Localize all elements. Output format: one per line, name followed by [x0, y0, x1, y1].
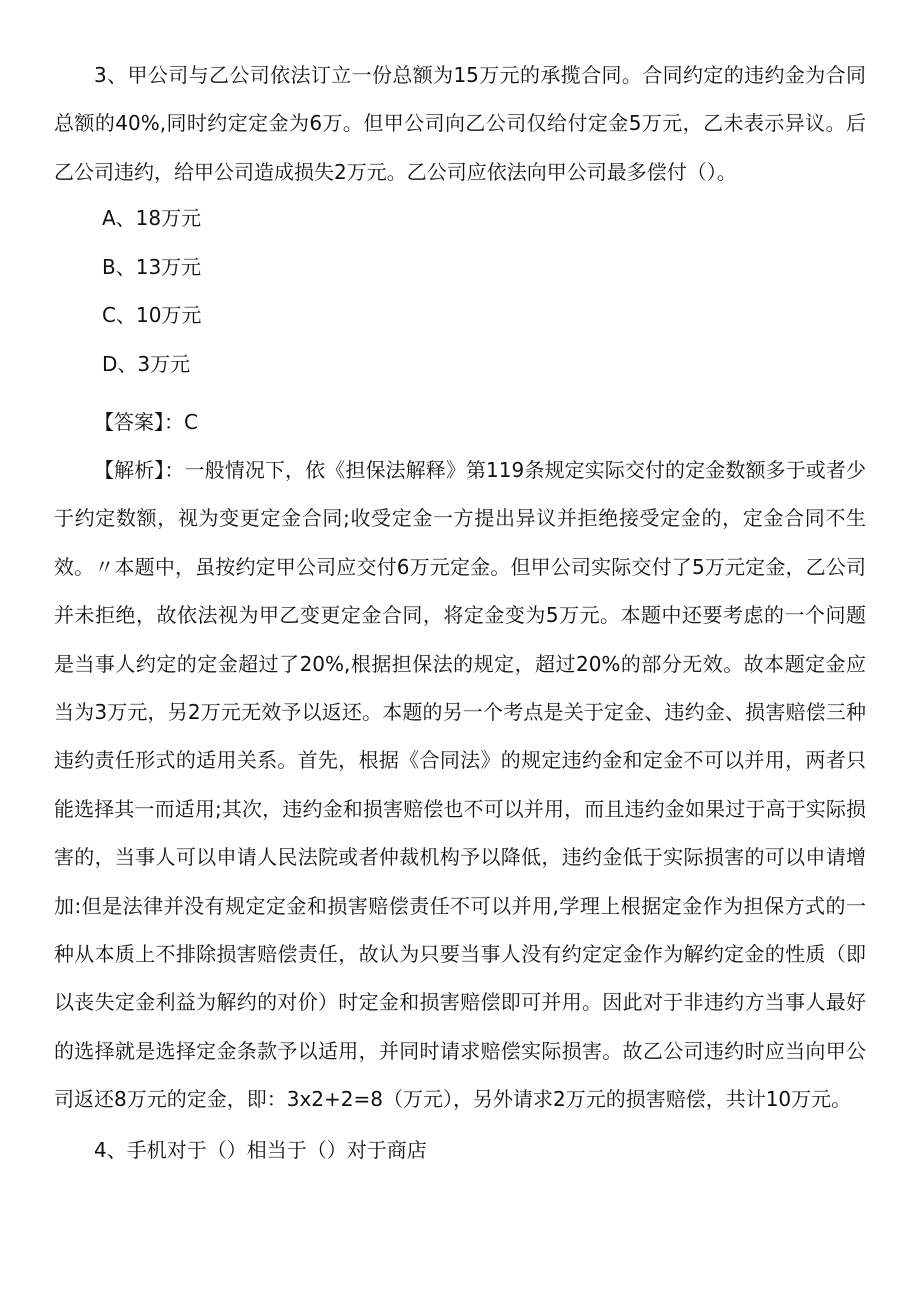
option-b: B、13万元 [102, 255, 202, 279]
option-a: A、18万元 [102, 206, 202, 230]
option-d: D、3万元 [102, 352, 191, 376]
answer-line: 【答案】：C [94, 410, 198, 434]
option-c: C、10万元 [102, 303, 202, 327]
question-4-stem: 4、手机对于（）相当于（）对于商店 [94, 1138, 427, 1162]
question-3-stem: 3、甲公司与乙公司依法订立一份总额为15万元的承揽合同。合同约定的违约金为合同总额的40%,同时约定定金为6万。但甲公司向乙公司仅给付定金5万元，乙未表示异议。后乙公司违约，给甲公司造成损失2万元。乙公司应依法向甲公司最多偿付（）。 [54, 63, 866, 184]
analysis-paragraph: 【解析】：一般情况下，依《担保法解释》第119条规定实际交付的定金数额多于或者少于约定数额，视为变更定金合同;收受定金一方提出异议并拒绝接受定金的，定金合同不生效。〃本题中，虽按约定甲公司应交付6万元定金。但甲公司实际交付了5万元定金，乙公司并未拒绝，故依法视为甲乙变更定金合同，将定金变为5万元。本题中还要考虑的一个问题是当事人约定的定金超过了20%,根据担保法的规定，超过20%的部分无效。故本题定金应当为3万元，另2万元无效予以返还。本题的另一个考点是关于定金、违约金、损害赔偿三种违约责任形式的适用关系。首先，根据《合同法》的规定违约金和定金不可以并用，两者只能选择其一而适用;其次，违约金和损害赔偿也不可以并用，而且违约金如果过于高于实际损害的，当事人可以申请人民法院或者仲裁机构予以降低，违约金低于实际损害的可以申请增加:但是法律并没有规定定金和损害赔偿责任不可以并用,学理上根据定金作为担保方式的一种从本质上不排除损害赔偿责任，故认为只要当事人没有约定定金作为解约定金的性质（即以丧失定金利益为解约的对价）时定金和损害赔偿即可并用。因此对于非违约方当事人最好的选择就是选择定金条款予以适用，并同时请求赔偿实际损害。故乙公司违约时应当向甲公司返还8万元的定金，即：3x2+2=8（万元），另外请求2万元的损害赔偿，共计10万元。 [54, 458, 866, 1112]
